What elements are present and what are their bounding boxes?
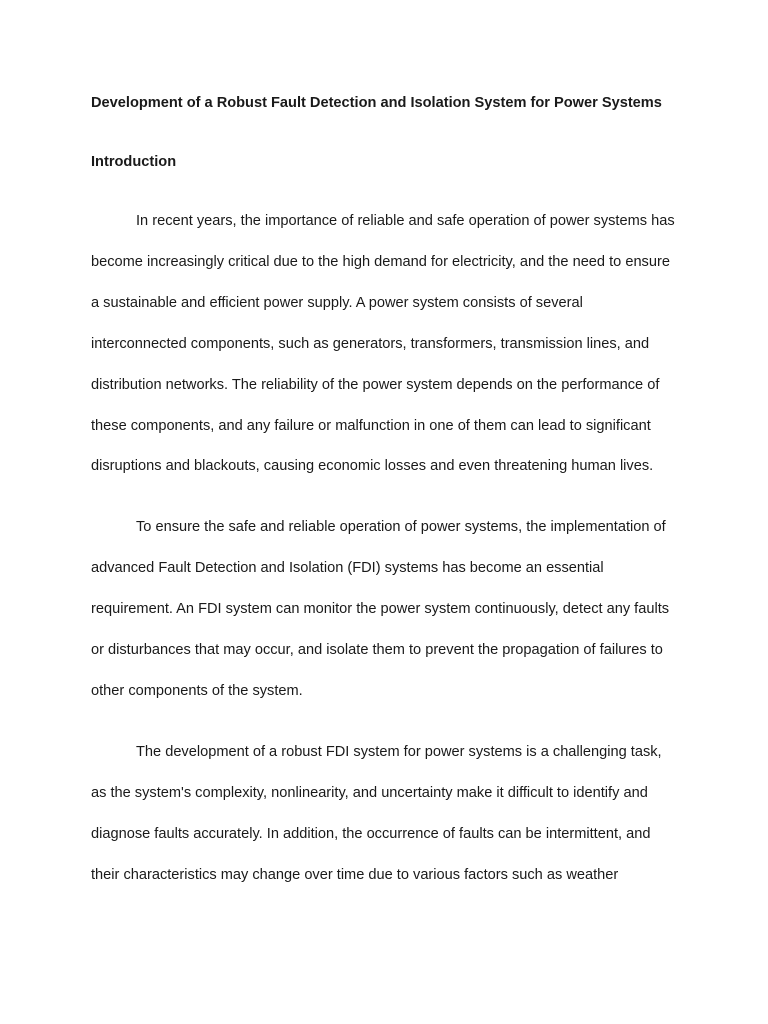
paragraph-2: To ensure the safe and reliable operation of power systems, the implementation of advanced Fault Detection and Isolation (FDI) systems has become an essential requirement. An FDI system can monitor the power system continuously, detect any faults or disturbances that may occur, and isolate them to prevent the propagation of failures to other components of the system.	[91, 519, 670, 699]
section-heading-introduction: Introduction	[91, 154, 177, 170]
document-title: Development of a Robust Fault Detection and Isolation System for Power Systems	[91, 95, 662, 111]
document-body	[91, 92, 681, 896]
paragraph-3: The development of a robust FDI system for power systems is a challenging task, as the system's complexity, nonlinearity, and uncertainty make it difficult to identify and diagnose faults accurately. In addition, the occurrence of faults can be intermittent, and their characteristics may change over time due to various factors such as weather	[91, 743, 662, 883]
paragraph-1: In recent years, the importance of reliable and safe operation of power systems has become increasingly critical due to the high demand for electricity, and the need to ensure a sustainable and efficient power supply. A power system consists of several interconnected components, such as generators, transformers, transmission lines, and distribution networks. The reliability of the power system depends on the performance of these components, and any failure or malfunction in one of them can lead to significant disruptions and blackouts, causing economic losses and even threatening human lives.	[91, 213, 675, 475]
